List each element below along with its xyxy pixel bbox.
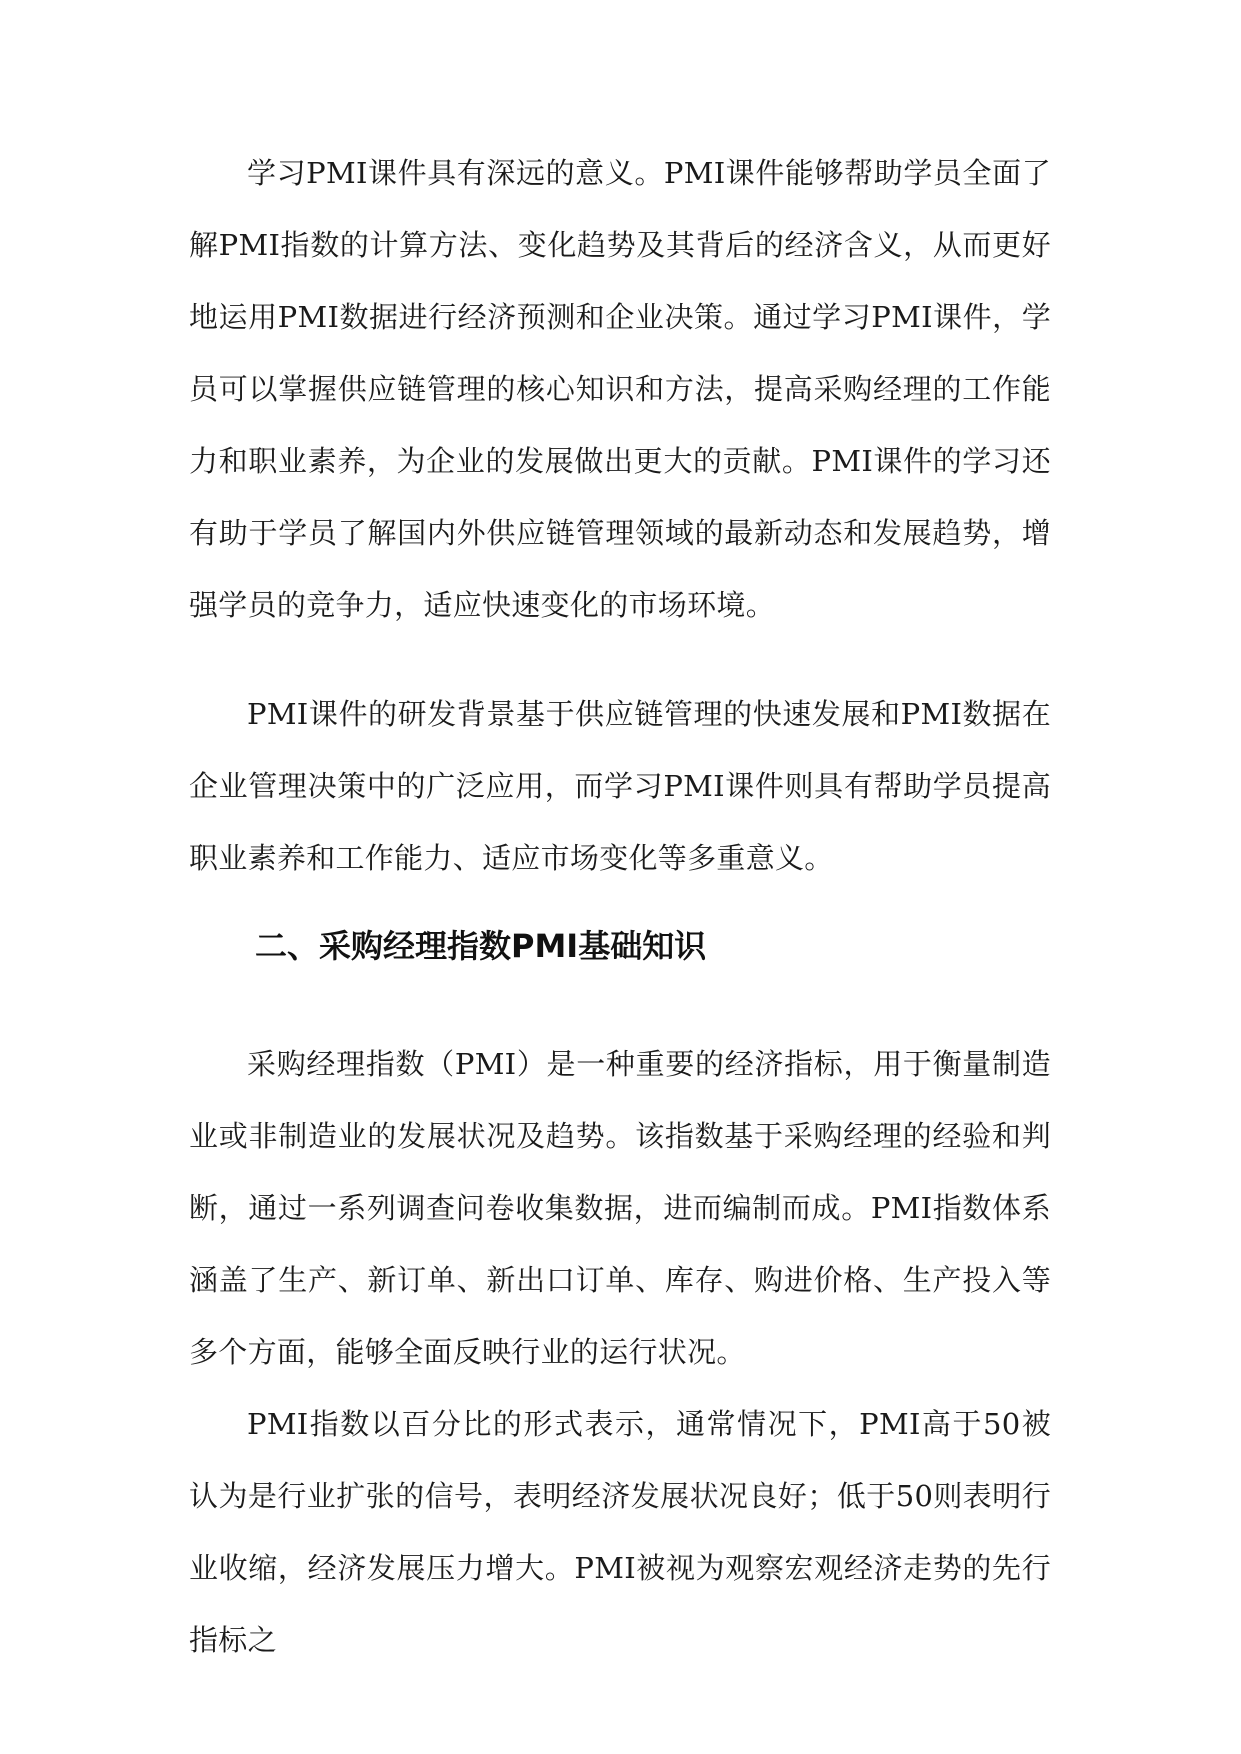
paragraph-pmi-definition: 采购经理指数（PMI）是一种重要的经济指标，用于衡量制造业或非制造业的发展状况及趋势。该指数基于采购经理的经验和判断，通过一系列调查问卷收集数据，进而编制而成。PMI指数体系涵盖了生产、新订单、新出口订单、库存、购进价格、生产投入等多个方面，能够全面反映行业的运行状况。 — [189, 1047, 1051, 1369]
paragraph-significance: 学习PMI课件具有深远的意义。PMI课件能够帮助学员全面了解PMI指数的计算方法、变化趋势及其背后的经济含义，从而更好地运用PMI数据进行经济预测和企业决策。通过学习PMI课件，学员可以掌握供应链管理的核心知识和方法，提高采购经理的工作能力和职业素养，为企业的发展做出更大的贡献。PMI课件的学习还有助于学员了解国内外供应链管理领域的最新动态和发展趋势，增强学员的竞争力，适应快速变化的市场环境。 — [189, 156, 1051, 622]
paragraph-background: PMI课件的研发背景基于供应链管理的快速发展和PMI数据在企业管理决策中的广泛应用，而学习PMI课件则具有帮助学员提高职业素养和工作能力、适应市场变化等多重意义。 — [189, 697, 1051, 875]
paragraph-pmi-interpretation: PMI指数以百分比的形式表示，通常情况下，PMI高于50被认为是行业扩张的信号，表明经济发展状况良好；低于50则表明行业收缩，经济发展压力增大。PMI被视为观察宏观经济走势的先行指标之 — [189, 1407, 1051, 1657]
section-heading: 二、采购经理指数PMI基础知识 — [255, 927, 707, 965]
